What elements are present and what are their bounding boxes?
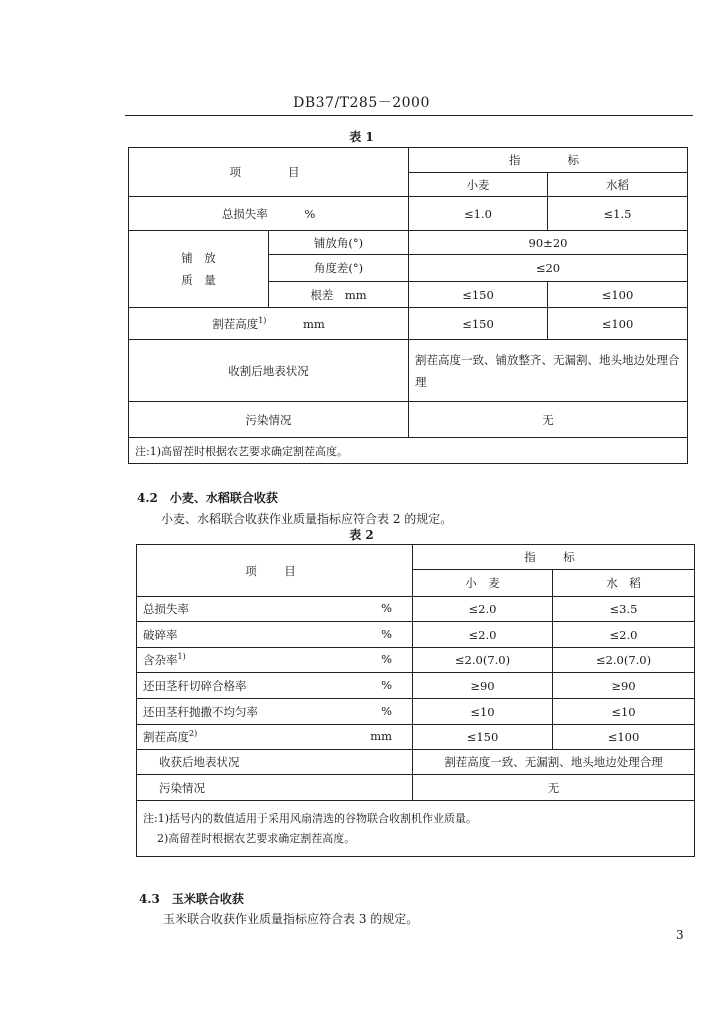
table-row [137, 673, 695, 699]
table1-laying-angle-label: 铺放角(°) [269, 231, 409, 255]
section-4-3-paragraph: 玉米联合收获作业质量指标应符合表 3 的规定。 [163, 912, 419, 926]
table-row [129, 197, 688, 231]
table2-notes [137, 801, 695, 857]
table2-caption: 表 2 [349, 528, 374, 542]
table2-col-wheat: 小 麦 [413, 570, 553, 597]
table1-angle-diff-value: ≤20 [409, 255, 688, 282]
table2-row-label: 还田茎秆切碎合格率 % [137, 673, 413, 699]
table2-row-label: 含杂率$^{1)}$ % [137, 648, 413, 673]
table1-col-index: 指 标 [409, 148, 688, 173]
table2-note-1: 注:1)括号内的数值适用于采用风扇清选的谷物联合收割机作业质量。 [143, 811, 477, 825]
table-row [137, 775, 695, 801]
table2-row-label: 还田茎秆抛撒不均匀率 % [137, 699, 413, 725]
table2-pollution-value: 无 [413, 775, 695, 801]
table1-total-loss-wheat: ≤1.0 [409, 197, 548, 231]
table2-row-rice: ≤3.5 [553, 597, 695, 622]
table1-col-item: 项 目 [129, 148, 409, 197]
table2-row-rice: ≤100 [553, 725, 695, 750]
table-row [129, 402, 688, 438]
table1-pollution-value: 无 [409, 402, 688, 438]
table1-stubble-label: 割茬高度$^{1)}$ mm [129, 308, 409, 340]
table2-col-index: 指 标 [413, 545, 695, 570]
table1-note: 注:1)高留茬时根据农艺要求确定割茬高度。 [129, 438, 688, 464]
table-row [137, 699, 695, 725]
table2-row-rice: ≤2.0 [553, 622, 695, 648]
section-4-2-heading: 4.2 小麦、水稻联合收获 [137, 491, 278, 505]
section-4-3-heading: 4.3 玉米联合收获 [139, 892, 244, 906]
header-rule [125, 115, 693, 116]
page-number: 3 [676, 928, 684, 942]
table-row [129, 308, 688, 340]
table2-row-wheat: ≤2.0 [413, 597, 553, 622]
table1-note-row [129, 438, 688, 464]
table2-pollution-label: 污染情况 [137, 775, 413, 801]
table2-note-row [137, 801, 695, 857]
document-code: DB37/T285－2000 [293, 95, 430, 111]
table2-row-label: 总损失率 % [137, 597, 413, 622]
table2-surface-label: 收获后地表状况 [137, 750, 413, 775]
table1-laying-angle-value: 90±20 [409, 231, 688, 255]
table2-col-rice: 水 稻 [553, 570, 695, 597]
table1-total-loss-rice: ≤1.5 [548, 197, 688, 231]
table-row [137, 725, 695, 750]
table2-header-row [137, 545, 695, 570]
table2-note-2: 2)高留茬时根据农艺要求确定割茬高度。 [157, 831, 356, 845]
table1 [128, 147, 688, 464]
table1-caption: 表 1 [349, 130, 374, 144]
section-4-2-paragraph: 小麦、水稻联合收获作业质量指标应符合表 2 的规定。 [161, 512, 453, 526]
table2-col-item: 项 目 [137, 545, 413, 597]
table2-row-wheat: ≥90 [413, 673, 553, 699]
table-row [129, 231, 688, 255]
table1-pollution-label: 污染情况 [129, 402, 409, 438]
table-row [129, 340, 688, 402]
table-row [137, 648, 695, 673]
table1-stubble-rice: ≤100 [548, 308, 688, 340]
table1-stubble-wheat: ≤150 [409, 308, 548, 340]
table2-row-wheat: ≤2.0(7.0) [413, 648, 553, 673]
table1-laying-quality: 铺 放 质 量 [129, 231, 269, 308]
table1-surface-label: 收割后地表状况 [129, 340, 409, 402]
table1-col-wheat: 小麦 [409, 173, 548, 197]
table1-surface-value: 割茬高度一致、铺放整齐、无漏割、地头地边处理合理 [409, 340, 688, 402]
table-row [137, 622, 695, 648]
table1-root-diff-wheat: ≤150 [409, 282, 548, 308]
table2-row-wheat: ≤10 [413, 699, 553, 725]
table2-row-label: 破碎率 % [137, 622, 413, 648]
table2-row-wheat: ≤2.0 [413, 622, 553, 648]
table2-row-label: 割茬高度$^{2)}$ mm [137, 725, 413, 750]
table2 [136, 544, 695, 857]
table1-col-rice: 水稻 [548, 173, 688, 197]
table2-row-rice: ≤2.0(7.0) [553, 648, 695, 673]
table1-root-diff-rice: ≤100 [548, 282, 688, 308]
table2-surface-value: 割茬高度一致、无漏割、地头地边处理合理 [413, 750, 695, 775]
table1-root-diff-label: 根差 mm [269, 282, 409, 308]
table2-row-wheat: ≤150 [413, 725, 553, 750]
table-row [137, 750, 695, 775]
table-row [137, 597, 695, 622]
table1-angle-diff-label: 角度差(°) [269, 255, 409, 282]
table1-total-loss-label: 总损失率 % [129, 197, 409, 231]
table2-row-rice: ≥90 [553, 673, 695, 699]
table2-row-rice: ≤10 [553, 699, 695, 725]
table1-header-row [129, 148, 688, 173]
